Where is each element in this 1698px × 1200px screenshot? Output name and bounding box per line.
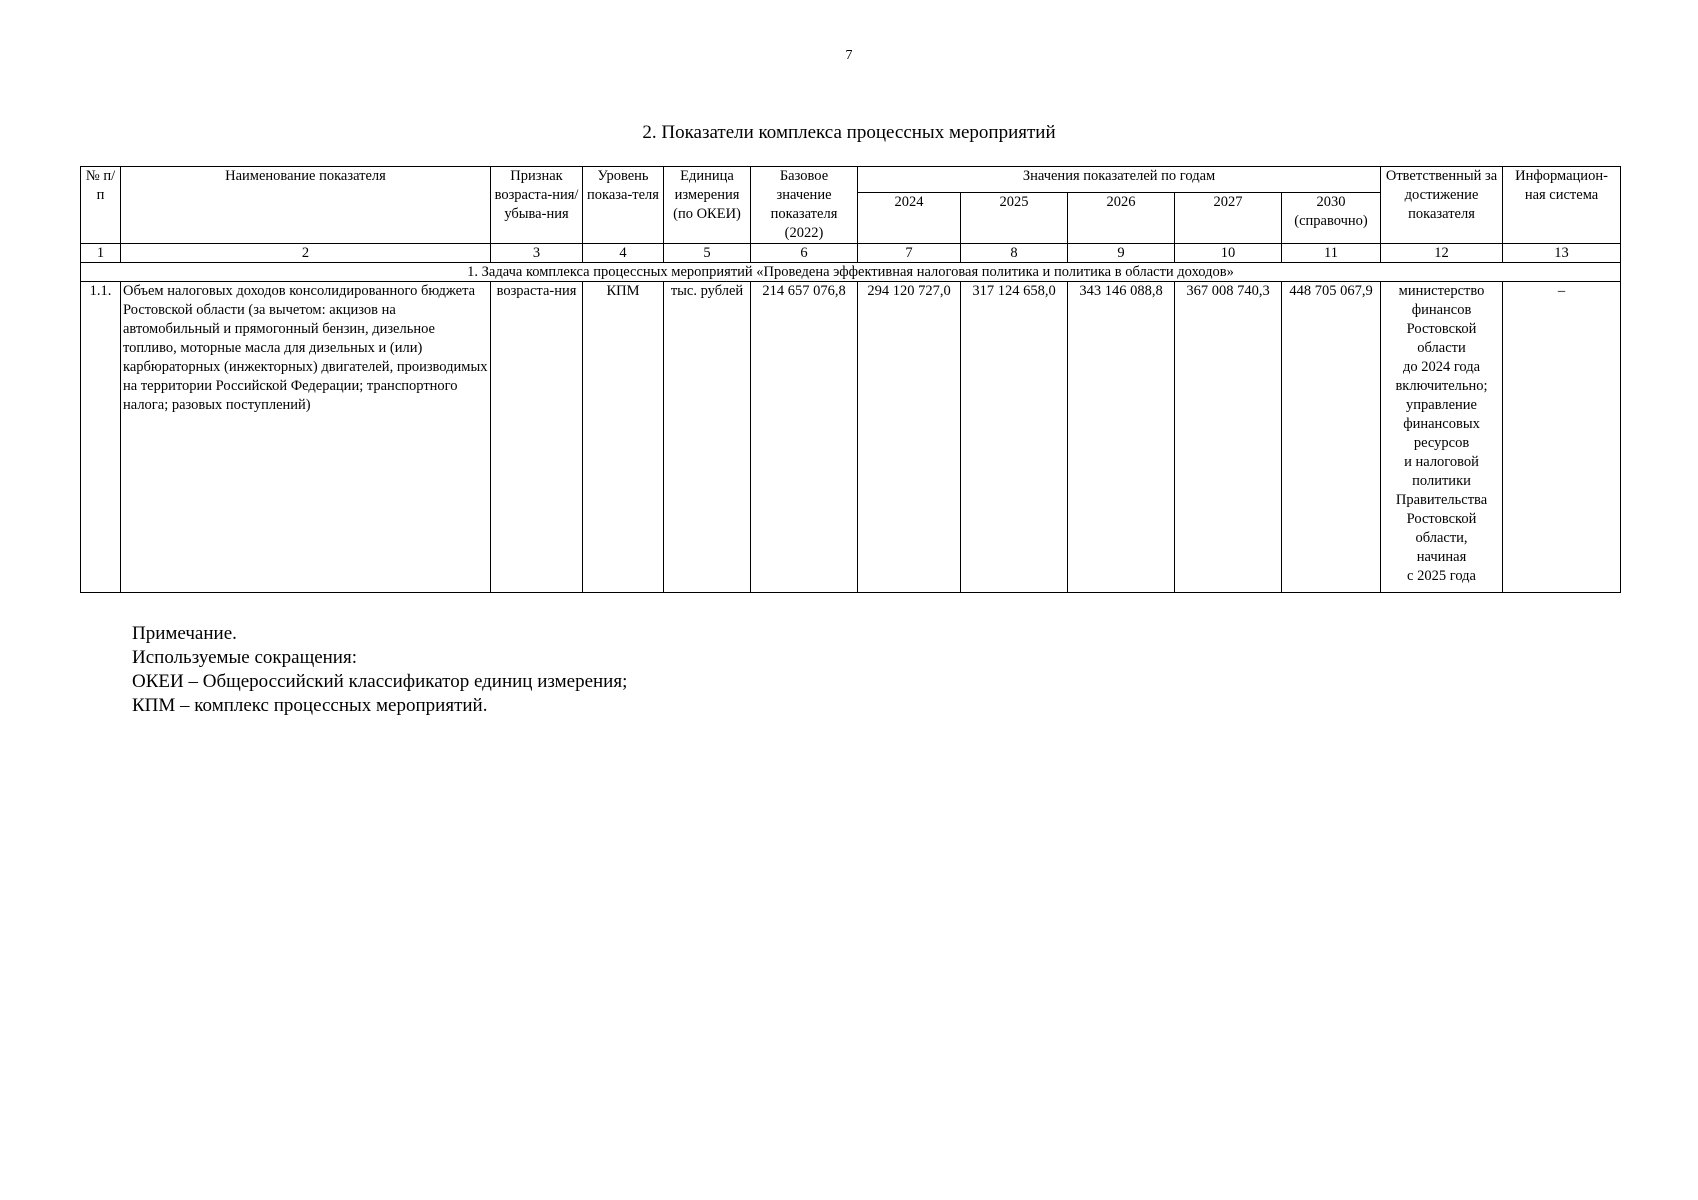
responsible-line: министерство — [1398, 283, 1485, 299]
document-title: 2. Показатели комплекса процессных мероприятий — [642, 122, 1056, 143]
header-sign: Признак возраста-ния/убыва-ния — [491, 167, 583, 244]
header-year: 2025 — [961, 193, 1068, 244]
header-year: 2026 — [1068, 193, 1175, 244]
header-level: Уровень показа-теля — [583, 167, 664, 244]
responsible-line: Правительства — [1395, 492, 1488, 508]
header-responsible: Ответственный за достижение показателя — [1381, 167, 1503, 244]
year-value: 317 124 658,0 — [961, 282, 1068, 593]
column-number: 1 — [81, 244, 121, 263]
column-number: 3 — [491, 244, 583, 263]
header-base: Базовое значение показателя (2022) — [751, 167, 858, 244]
responsible-line: до 2024 года — [1402, 359, 1481, 375]
column-number: 2 — [121, 244, 491, 263]
base-value: 214 657 076,8 — [751, 282, 858, 593]
responsible-cell — [1381, 282, 1503, 593]
responsible-line: политики — [1412, 473, 1471, 489]
header-no: № п/п — [81, 167, 121, 244]
responsible-line: с 2025 года — [1407, 568, 1476, 584]
header-row-1 — [81, 167, 1621, 193]
note-line: ОКЕИ – Общероссийский классификатор единиц измерения; — [132, 671, 628, 692]
year-value: 343 146 088,8 — [1068, 282, 1175, 593]
column-number: 6 — [751, 244, 858, 263]
column-number: 10 — [1175, 244, 1282, 263]
column-number: 12 — [1381, 244, 1503, 263]
column-number: 9 — [1068, 244, 1175, 263]
responsible-line: включительно; — [1395, 378, 1488, 394]
task-title: 1. Задача комплекса процессных мероприятий «Проведена эффективная налоговая политика и политика в области доходов» — [81, 263, 1621, 282]
indicator-name: Объем налоговых доходов консолидированного бюджета Ростовской области (за вычетом: акцизов на автомобильный и прямогонный бензин, дизельное топливо, моторные масла для дизельных и (или) карбюраторных (инжекторных) двигателей, производимых на территории Российской Федерации; транспортного налога; разовых поступлений) — [121, 282, 491, 593]
year-value: 294 120 727,0 — [858, 282, 961, 593]
responsible-line: финансовых — [1403, 416, 1480, 432]
indicator-unit: тыс. рублей — [664, 282, 751, 593]
responsible-line: ресурсов — [1413, 435, 1470, 451]
column-number: 13 — [1503, 244, 1621, 263]
row-number: 1.1. — [81, 282, 121, 593]
column-numbers-row — [81, 244, 1621, 263]
table-row — [81, 282, 1621, 593]
responsible-line: финансов — [1411, 302, 1472, 318]
header-year: 2024 — [858, 193, 961, 244]
responsible-line: Ростовской — [1406, 321, 1477, 337]
indicator-sign: возраста-ния — [491, 282, 583, 593]
header-unit: Единица измерения (по ОКЕИ) — [664, 167, 751, 244]
year-value: 367 008 740,3 — [1175, 282, 1282, 593]
responsible-line: области — [1417, 340, 1466, 356]
task-row — [81, 263, 1621, 282]
page-number: 7 — [845, 48, 853, 63]
info-system: – — [1503, 282, 1621, 593]
column-number: 5 — [664, 244, 751, 263]
header-year: 2030 (справочно) — [1282, 193, 1381, 244]
indicator-level: КПМ — [583, 282, 664, 593]
responsible-line: области, — [1415, 530, 1468, 546]
header-year: 2027 — [1175, 193, 1282, 244]
note-line: КПМ – комплекс процессных мероприятий. — [132, 695, 488, 716]
column-number: 11 — [1282, 244, 1381, 263]
column-number: 7 — [858, 244, 961, 263]
responsible-line: и налоговой — [1404, 454, 1479, 470]
year-value: 448 705 067,9 — [1282, 282, 1381, 593]
header-values-group: Значения показателей по годам — [858, 167, 1381, 193]
responsible-line: Ростовской — [1406, 511, 1477, 527]
note-line: Используемые сокращения: — [132, 647, 357, 668]
header-info-system: Информацион-ная система — [1503, 167, 1621, 244]
responsible-line: управление — [1406, 397, 1477, 413]
header-name: Наименование показателя — [121, 167, 491, 244]
note-line: Примечание. — [132, 623, 237, 644]
column-number: 8 — [961, 244, 1068, 263]
notes-block — [132, 622, 627, 718]
responsible-line: начиная — [1416, 549, 1467, 565]
indicators-table — [80, 166, 1621, 593]
column-number: 4 — [583, 244, 664, 263]
